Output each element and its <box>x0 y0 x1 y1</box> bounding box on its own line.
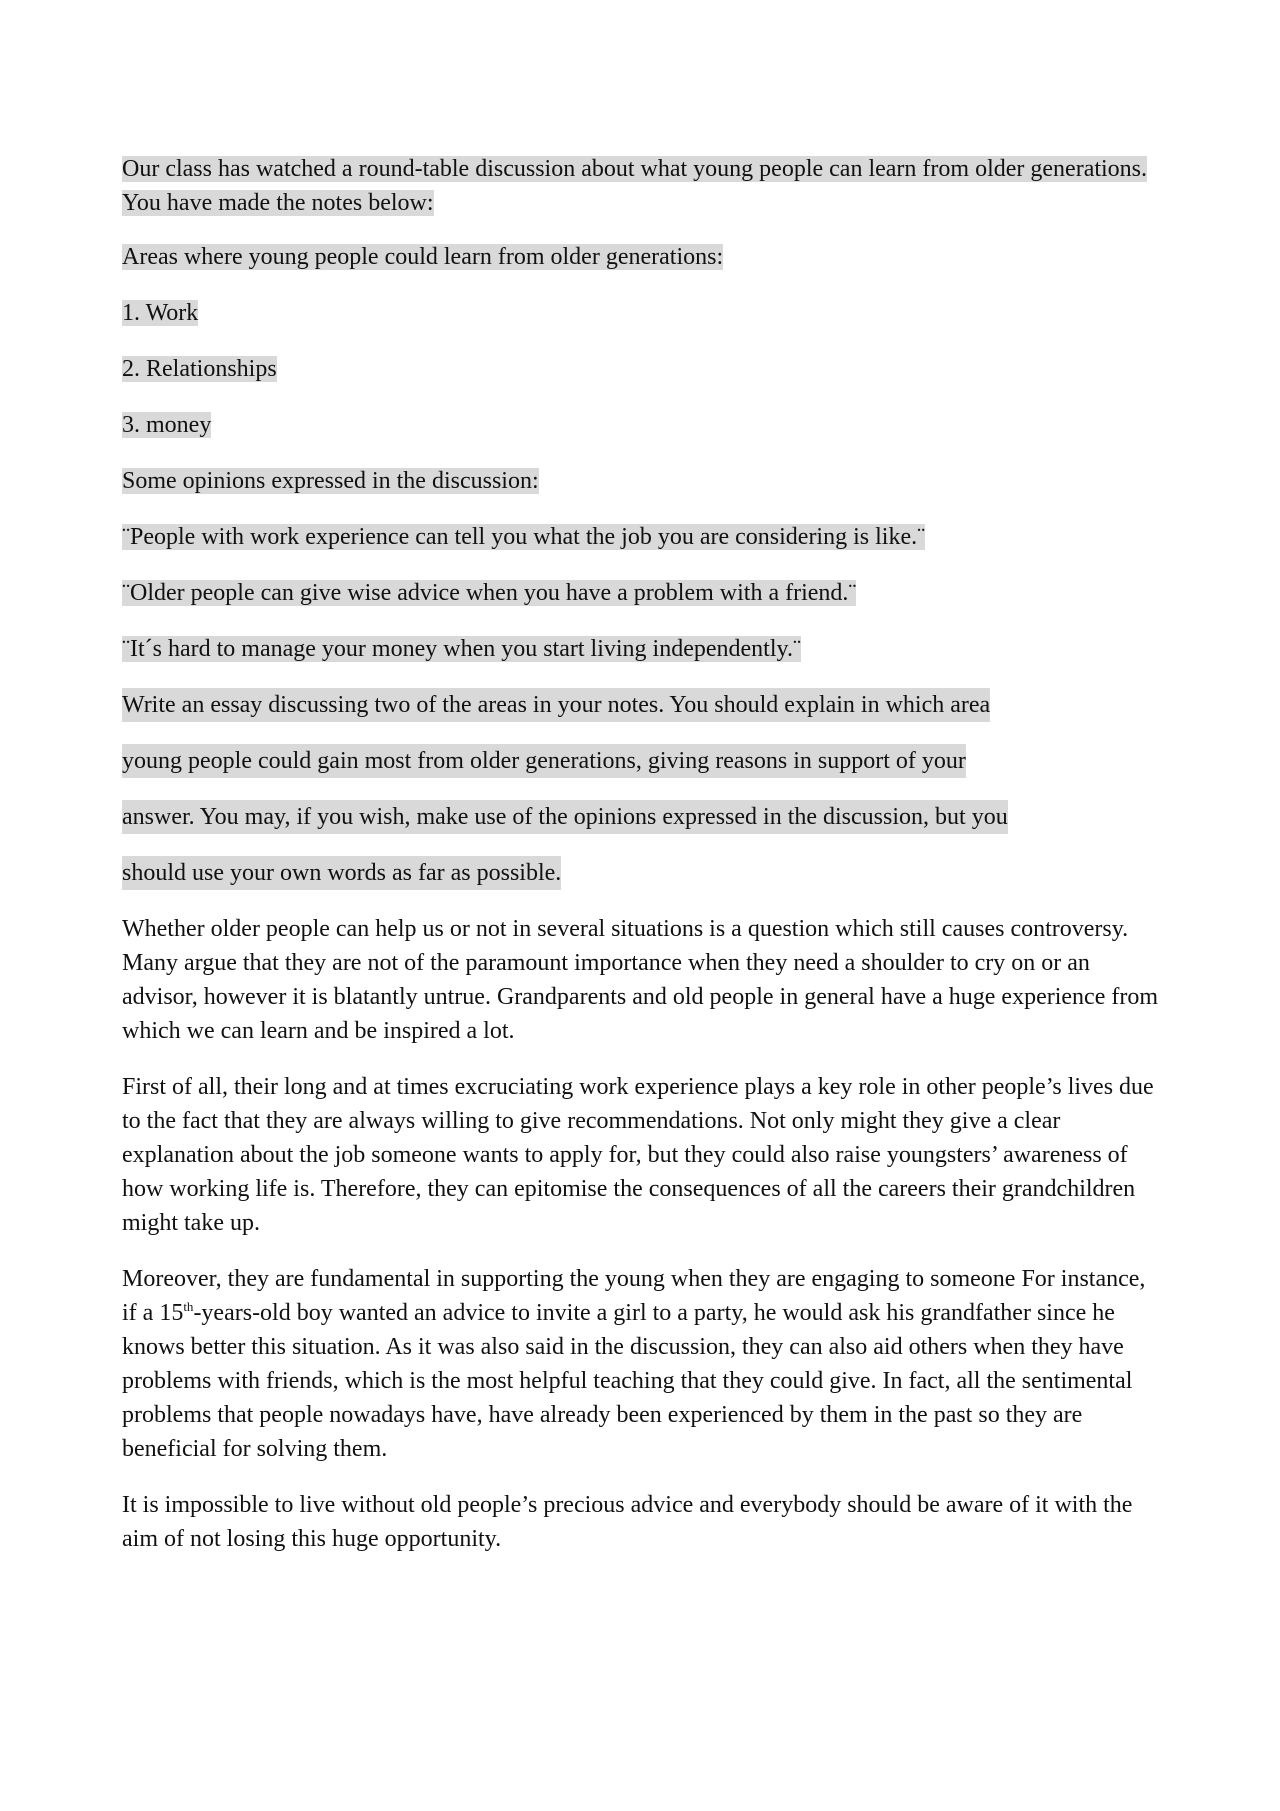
essay-paragraph-relationships: Moreover, they are fundamental in supporting the young when they are engaging to someone For instance, if a 15th-years-old boy wanted an advice to invite a girl to a party, he would ask his grandfather since he knows better this situation. As it was also said in the discussion, they can also aid others when they have problems with friends, which is the most helpful teaching that they could give. In fact, all the sentimental problems that people nowadays have, have already been experienced by them in the past so they are beneficial for solving them. <box>122 1266 1146 1462</box>
area-item: 3. money <box>122 412 212 438</box>
essay-paragraph-intro: Whether older people can help us or not in several situations is a question which still causes controversy. Many argue that they are not of the paramount importance when they need a shoulder to cry on or an advisor, however it is blatantly untrue. Grandparents and old people in general have a huge experience from which we can learn and be inspired a lot. <box>122 916 1158 1044</box>
area-item: 2. Relationships <box>122 356 277 382</box>
essay-paragraph-conclusion: It is impossible to live without old people’s precious advice and everybody should be aware of it with the aim of not losing this huge opportunity. <box>122 1492 1133 1552</box>
task-line: answer. You may, if you wish, make use of the opinions expressed in the discussion, but you <box>122 800 1008 834</box>
essay-body <box>122 912 1162 1556</box>
area-item: 1. Work <box>122 300 199 326</box>
task-line: should use your own words as far as possible. <box>122 856 561 890</box>
prompt-intro <box>122 152 1162 220</box>
task-instructions <box>122 688 1162 890</box>
areas-heading: Areas where young people could learn from older generations: <box>122 244 724 270</box>
task-line: young people could gain most from older generations, giving reasons in support of your <box>122 744 966 778</box>
essay-paragraph-work: First of all, their long and at times excruciating work experience plays a key role in other people’s lives due to the fact that they are always willing to give recommendations. Not only might they give a clear explanation about the job someone wants to apply for, but they could also raise youngsters’ awareness of how working life is. Therefore, they can epitomise the consequences of all the careers their grandchildren might take up. <box>122 1074 1154 1236</box>
opinion-quote: ¨People with work experience can tell you what the job you are considering is like.¨ <box>122 524 926 550</box>
prompt-intro-text: Our class has watched a round-table discussion about what young people can learn from older generations. You have made the notes below: <box>122 156 1148 216</box>
task-line: Write an essay discussing two of the areas in your notes. You should explain in which area <box>122 688 990 722</box>
opinion-quote: ¨Older people can give wise advice when you have a problem with a friend.¨ <box>122 580 857 606</box>
document-page <box>122 152 1162 1578</box>
opinions-heading: Some opinions expressed in the discussion: <box>122 468 539 494</box>
opinion-quote: ¨It´s hard to manage your money when you start living independently.¨ <box>122 636 801 662</box>
ordinal-suffix: th <box>183 1299 194 1314</box>
